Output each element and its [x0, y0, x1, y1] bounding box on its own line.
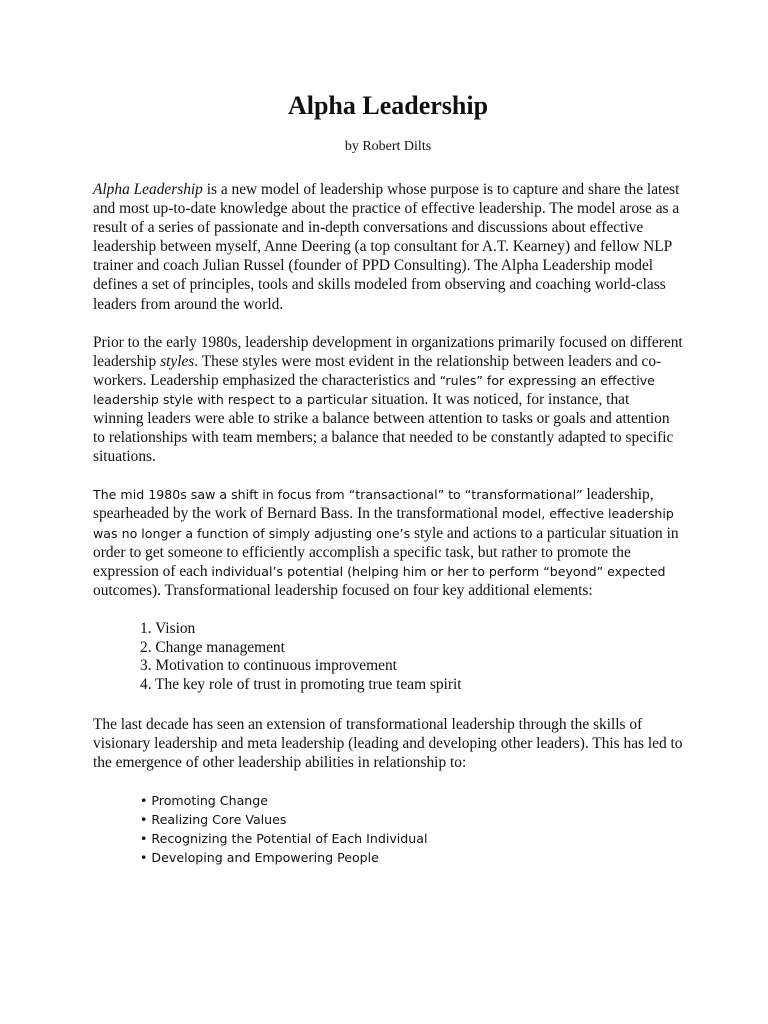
list-item: 1. Vision: [140, 619, 196, 637]
transformational-serif-3: outcomes). Transformational leadership focused on four key additional elements:: [93, 581, 593, 599]
abilities-list: [93, 791, 683, 867]
list-item: • Realizing Core Values: [140, 812, 287, 828]
list-item: 3. Motivation to continuous improvement: [140, 657, 397, 675]
document-page: [93, 88, 683, 867]
list-item: • Recognizing the Potential of Each Individual: [140, 831, 428, 847]
transformational-serif-2: style and actions to a particular situation in order to get someone to efficiently accomplish a specific task, but rather to promote the expression of each: [93, 524, 679, 580]
list-item: 4. The key role of trust in promoting true team spirit: [140, 676, 462, 694]
byline: by Robert Dilts: [344, 139, 432, 154]
history-text-3: situation. It was noticed, for instance, that winning leaders were able to strike a balance between attention to tasks or goals and attention to relationships with team members; a balance that needed to be constantly adapted to specific situations.: [93, 390, 674, 466]
transformational-serif-1: leadership, spearheaded by the work of Bernard Bass. In the transformational: [93, 486, 654, 523]
intro-italic-lead: Alpha Leadership: [93, 181, 203, 198]
list-item: • Developing and Empowering People: [140, 850, 379, 866]
transformational-sans-1: The mid 1980s saw a shift in focus from “transactional” to “transformational”: [93, 487, 583, 503]
history-paragraph: [93, 333, 683, 467]
intro-text: is a new model of leadership whose purpose is to capture and share the latest and most up-to-date knowledge about the practice of effective leadership. The model arose as a result of a series of passionate and in-depth conversations and discussions about effective leadership between myself, Anne Deering (a top consultant for A.T. Kearney) and fellow NLP trainer and coach Julian Russel (founder of PPD Consulting). The Alpha Leadership model defines a set of principles, tools and skills modeled from observing and coaching world-class leaders from around the world.: [93, 181, 680, 313]
list-item: • Promoting Change: [140, 793, 269, 809]
key-elements-list: [93, 620, 683, 695]
history-text-2: . These styles were most evident in the relationship between leaders and co-workers. Leadership emphasized the characteristics and: [93, 352, 662, 389]
history-rules-text: “rules” for expressing an effective leadership style with respect to a particular: [93, 372, 655, 407]
transformational-sans-3: individual’s potential (helping him or her to perform “beyond” expected: [211, 563, 666, 579]
page-title: Alpha Leadership: [287, 91, 489, 120]
history-italic-styles: styles: [160, 352, 195, 370]
transformational-sans-2: model, effective leadership was no longer a function of simply adjusting one’s: [93, 506, 674, 541]
extension-paragraph: The last decade has seen an extension of transformational leadership through the skills of visionary leadership and meta leadership (leading and developing other leaders). This has led to the emergence of other leadership abilities in relationship to:: [93, 716, 683, 772]
intro-paragraph: [93, 180, 683, 314]
transformational-paragraph: [93, 485, 683, 600]
history-text-1: Prior to the early 1980s, leadership development in organizations primarily focused on different leadership: [93, 333, 683, 370]
list-item: 2. Change management: [140, 638, 285, 656]
